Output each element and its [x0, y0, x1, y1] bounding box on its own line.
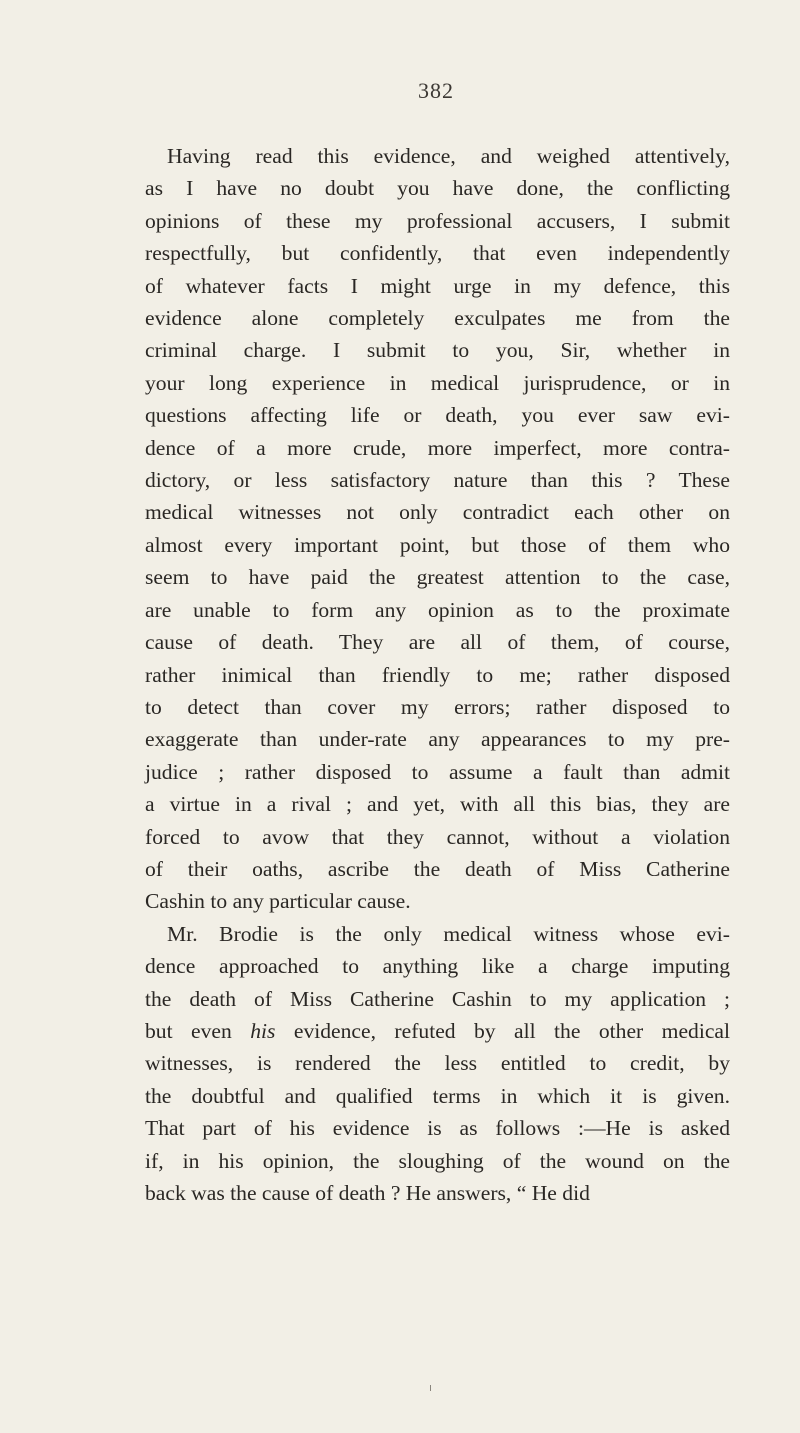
- italic-word: his: [250, 1018, 276, 1043]
- text-line: dence of a more crude, more imperfect, more contra-: [145, 435, 730, 460]
- text-line: of their oaths, ascribe the death of Miss Catherine: [145, 856, 730, 881]
- text-run: but even: [145, 1018, 232, 1043]
- text-line: questions affecting life or death, you ever saw evi-: [145, 403, 730, 428]
- text-line: as I have no doubt you have done, the conflicting: [145, 176, 730, 201]
- print-speck: [430, 1385, 431, 1391]
- text-line: dictory, or less satisfactory nature than this ? These: [145, 468, 730, 493]
- text-line: are unable to form any opinion as to the proximate: [145, 597, 730, 622]
- text-line: rather inimical than friendly to me; rather disposed: [145, 662, 730, 687]
- text-line: criminal charge. I submit to you, Sir, whether in: [145, 338, 730, 363]
- text-line: medical witnesses not only contradict each other on: [145, 500, 730, 525]
- text-line: back was the cause of death ? He answers, “ He did: [145, 1181, 590, 1205]
- text-line-with-italic: [145, 1015, 730, 1047]
- text-line: your long experience in medical jurisprudence, or in: [145, 370, 730, 395]
- text-line: if, in his opinion, the sloughing of the wound on the: [145, 1148, 730, 1173]
- text-line: almost every important point, but those of them who: [145, 532, 730, 557]
- text-line: the doubtful and qualified terms in which it is given.: [145, 1083, 730, 1108]
- text-line: exaggerate than under-rate any appearances to my pre-: [145, 727, 730, 752]
- text-line: evidence alone completely exculpates me from the: [145, 306, 730, 331]
- text-run: evidence, refuted by all the other medical: [293, 1018, 730, 1043]
- text-line: seem to have paid the greatest attention to the case,: [145, 565, 730, 590]
- text-line: Mr. Brodie is the only medical witness whose evi-: [167, 921, 730, 946]
- text-line: opinions of these my professional accusers, I submit: [145, 208, 730, 233]
- text-line: judice ; rather disposed to assume a fault than admit: [145, 759, 730, 784]
- text-line: respectfully, but confidently, that even independently: [145, 241, 730, 266]
- text-line: dence approached to anything like a charge imputing: [145, 954, 730, 979]
- text-line: cause of death. They are all of them, of course,: [145, 630, 730, 655]
- text-line: the death of Miss Catherine Cashin to my application ;: [145, 986, 730, 1011]
- text-line: forced to avow that they cannot, without a violation: [145, 824, 730, 849]
- text-line: of whatever facts I might urge in my defence, this: [145, 273, 730, 298]
- text-line: to detect than cover my errors; rather disposed to: [145, 694, 730, 719]
- text-line: That part of his evidence is as follows :—He is asked: [145, 1116, 730, 1141]
- page-number: 382: [418, 78, 454, 103]
- text-line: a virtue in a rival ; and yet, with all this bias, they are: [145, 792, 730, 817]
- text-line: Cashin to any particular cause.: [145, 889, 411, 914]
- body-text: [145, 140, 730, 1209]
- text-line: Having read this evidence, and weighed attentively,: [167, 144, 730, 168]
- text-line: witnesses, is rendered the less entitled to credit, by: [145, 1051, 730, 1076]
